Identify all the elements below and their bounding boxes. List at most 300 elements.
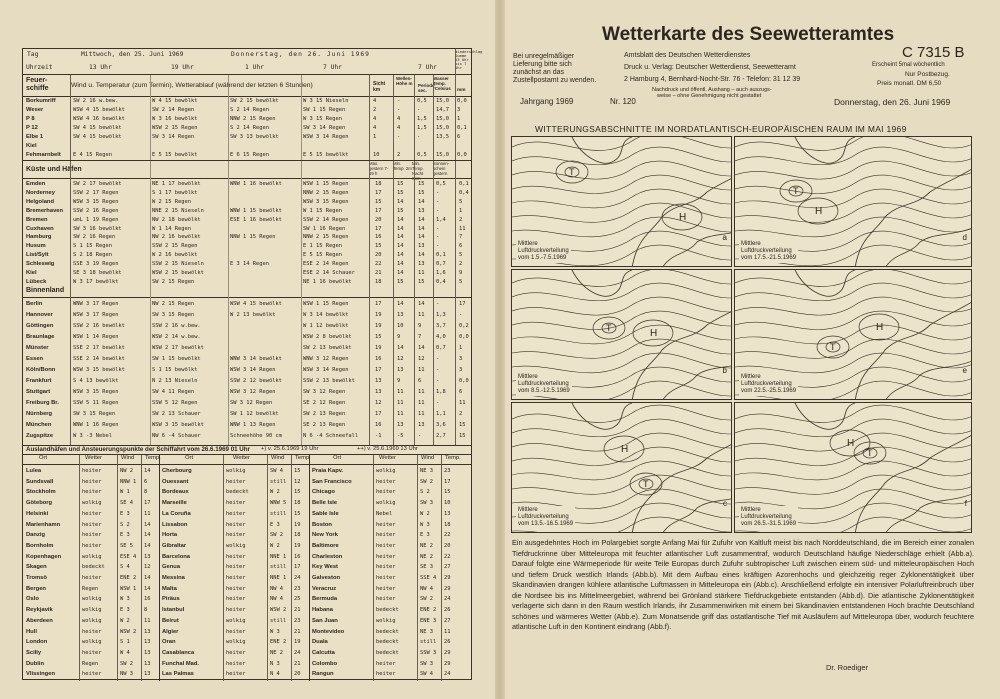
ausland-cell: heiter bbox=[226, 628, 246, 635]
svg-text:H: H bbox=[847, 438, 855, 449]
ausland-cell: wolkig bbox=[82, 639, 102, 646]
ausland-cell: W 2 bbox=[120, 617, 130, 624]
ausland-cell: Montevideo bbox=[312, 628, 345, 635]
price-line1: Nur Postbezug. bbox=[905, 71, 950, 78]
feuer-cell: Fehmarnbelt bbox=[26, 152, 61, 158]
feuer-row bbox=[23, 124, 471, 133]
binnen-cell: 17 bbox=[375, 411, 382, 417]
binnen-row bbox=[23, 398, 471, 409]
notice-4: Zustellpostamt zu wenden. bbox=[513, 77, 597, 84]
ausland-col-header bbox=[23, 455, 471, 465]
svg-text:H: H bbox=[815, 206, 823, 217]
ausland-cell: Piräus bbox=[162, 596, 180, 603]
binnen-cell: 14 bbox=[418, 345, 425, 351]
kueste-row bbox=[23, 189, 471, 198]
ausland-ort-3: Ort bbox=[333, 455, 342, 461]
binnen-cell: 13 bbox=[397, 422, 404, 428]
ausland-row bbox=[23, 616, 471, 627]
ausland-cell: 12 bbox=[144, 564, 151, 571]
map-label bbox=[739, 506, 798, 529]
feuer-row bbox=[23, 97, 471, 106]
ausland-cell: 22 bbox=[444, 532, 451, 539]
kueste-cell: ESE 2 14 Schauer bbox=[303, 270, 355, 276]
ausland-cell: heiter bbox=[226, 532, 246, 539]
ausland-cell: NW 2 bbox=[120, 468, 133, 474]
kueste-cell: 14 bbox=[397, 234, 404, 241]
time-2: 19 Uhr bbox=[171, 64, 194, 71]
ausland-cell: 29 bbox=[444, 649, 451, 656]
ausland-cell: 14 bbox=[144, 468, 151, 474]
binnen-cell: WNW 1 13 Regen bbox=[230, 422, 276, 428]
binnen-cell: WSW 3 15 bewölkt bbox=[152, 422, 204, 428]
pressure-map bbox=[734, 402, 972, 533]
col-periode: Periode sec. bbox=[418, 83, 435, 93]
ausland-title: Auslandhäfen und Ansteuerungspunkte der Schiffahrt vom 26.6.1969 01 Uhr bbox=[26, 446, 250, 453]
kueste-cell: 0,1 bbox=[459, 181, 469, 187]
kueste-cell: SSW 2 15 Nieseln bbox=[152, 261, 204, 268]
binnen-cell: W 1 12 bewölkt bbox=[303, 323, 349, 329]
kueste-cell: Schleswig bbox=[26, 261, 55, 268]
col-sicht: Sicht km bbox=[373, 81, 386, 93]
ausland-cell: 11 bbox=[144, 510, 151, 517]
ausland-cell: La Coruña bbox=[162, 510, 191, 517]
ausland-cell: SW 3 bbox=[420, 660, 433, 667]
binnen-cell: 7 bbox=[418, 334, 422, 340]
ausland-cell: wolkig bbox=[226, 617, 246, 624]
newspaper-title: Wetterkarte des Seewetteramtes bbox=[602, 24, 895, 45]
kueste-cell: ESE 1 16 bewölkt bbox=[230, 216, 282, 223]
kueste-row bbox=[23, 251, 471, 260]
ausland-cell: bedeckt bbox=[82, 564, 105, 571]
issue-number: Nr. 120 bbox=[610, 97, 636, 106]
ausland-cell: SE 4 bbox=[120, 500, 133, 507]
ausland-cell: heiter bbox=[226, 596, 246, 603]
feuer-cell: - bbox=[397, 98, 401, 104]
binnen-cell: Braunlage bbox=[26, 334, 55, 340]
binnen-cell: Essen bbox=[26, 356, 44, 362]
ausland-ort-1: Ort bbox=[39, 455, 48, 461]
feuer-cell: SW 3 14 Regen bbox=[303, 125, 346, 131]
ausland-cell: NE 2 bbox=[270, 649, 283, 656]
ausland-cell: S 4 bbox=[120, 564, 130, 571]
ausland-cell: 13 bbox=[144, 628, 151, 635]
ausland-cell: 15 bbox=[444, 489, 451, 496]
svg-text:T: T bbox=[643, 479, 649, 489]
svg-text:T: T bbox=[793, 186, 799, 196]
ausland-cell: 18 bbox=[444, 521, 451, 528]
ausland-cell: heiter bbox=[376, 532, 396, 539]
ausland-wetter-3: Wetter bbox=[379, 455, 396, 461]
page-fold bbox=[495, 0, 505, 699]
kueste-cell: 14 bbox=[418, 216, 425, 223]
ausland-cell: 18 bbox=[294, 500, 301, 507]
kueste-cell: 14 bbox=[397, 252, 404, 259]
map-label-line: vom 22.5.-25.5.1969 bbox=[741, 388, 797, 394]
feuer-cell: E 5 15 bewölkt bbox=[152, 152, 198, 158]
map-label-line: Luftdruckverteilung bbox=[741, 514, 792, 520]
ausland-cell: NW 4 bbox=[270, 596, 283, 603]
binnen-cell: Berlin bbox=[26, 301, 43, 307]
ausland-cell: Las Palmas bbox=[162, 671, 194, 678]
map-letter: f bbox=[964, 499, 967, 508]
ausland-cell: heiter bbox=[226, 660, 246, 667]
time-4: 7 Uhr bbox=[323, 64, 342, 71]
binnen-cell: 0,2 bbox=[459, 323, 469, 329]
binnen-cell: - bbox=[436, 378, 440, 384]
kueste-cell: 13 bbox=[418, 261, 425, 268]
ausland-cell: wolkig bbox=[82, 617, 102, 624]
ausland-cell: WSW 1 bbox=[120, 585, 137, 592]
kueste-cell: Hamburg bbox=[26, 234, 52, 241]
ausland-cell: S 2 bbox=[120, 521, 130, 528]
ausland-cell: Göteborg bbox=[26, 500, 53, 507]
ausland-row bbox=[23, 477, 471, 488]
ausland-cell: Algier bbox=[162, 628, 179, 635]
ausland-cell: Belle Isle bbox=[312, 500, 338, 507]
kueste-cell: Lübeck bbox=[26, 278, 47, 285]
ausland-cell: Aberdeen bbox=[26, 617, 53, 624]
feuer-cell: 0,5 bbox=[417, 98, 427, 104]
kueste-cell: 5 bbox=[459, 278, 463, 285]
binnen-cell: WSW 2 17 bewölkt bbox=[152, 345, 204, 351]
binnen-cell: SSE 2 14 bewölkt bbox=[73, 356, 125, 362]
svg-text:H: H bbox=[650, 328, 658, 339]
kueste-cell: 0,7 bbox=[436, 261, 446, 268]
feuer-cell: 4 bbox=[373, 125, 377, 131]
ausland-row bbox=[23, 669, 471, 680]
ausland-cell: 18 bbox=[294, 532, 301, 539]
binnen-cell: SW 1 12 bewölkt bbox=[230, 411, 279, 417]
kueste-cell: 0,5 bbox=[436, 181, 446, 187]
map-label-line: Luftdruckverteilung bbox=[741, 248, 792, 254]
binnen-cell: SSW 2 13 bewölkt bbox=[303, 378, 355, 384]
ausland-cell: NW 4 bbox=[420, 585, 433, 592]
binnen-cell: WSW 1 14 Regen bbox=[73, 334, 119, 340]
ausland-cell: wolkig bbox=[82, 553, 102, 560]
ausland-row bbox=[23, 605, 471, 616]
col-min: Min. Temp. 2m bbox=[393, 161, 412, 171]
kueste-cell: NE 1 17 bewölkt bbox=[152, 181, 201, 187]
feuer-cell: SW 3 14 Regen bbox=[152, 134, 195, 140]
kueste-row bbox=[23, 260, 471, 269]
ausland-row bbox=[23, 520, 471, 531]
kueste-cell: E 5 15 Regen bbox=[303, 252, 342, 259]
kueste-cell: 15 bbox=[397, 189, 404, 196]
binnen-cell: 17 bbox=[459, 301, 466, 307]
ausland-cell: NW 4 bbox=[270, 585, 283, 592]
map-label-line: Mittlere bbox=[741, 374, 761, 380]
kueste-cell: NW 2 16 bewölkt bbox=[152, 234, 201, 241]
feuer-cell: WSW 4 16 bewölkt bbox=[73, 116, 125, 122]
ausland-cell: Bermuda bbox=[312, 596, 338, 603]
kueste-cell: 5 bbox=[459, 198, 463, 205]
feuer-cell: 15,0 bbox=[436, 98, 449, 104]
col-max: Max. gestern 7-19 h bbox=[369, 161, 389, 176]
pressure-map bbox=[511, 402, 732, 533]
binnen-row bbox=[23, 387, 471, 398]
map-letter: e bbox=[962, 366, 967, 375]
binnen-cell: -1 bbox=[375, 433, 382, 439]
feuer-cell: WSW 2 15 Regen bbox=[152, 125, 198, 131]
feuer-cell: 0,1 bbox=[457, 125, 467, 131]
binnen-cell: Nürnberg bbox=[26, 411, 53, 417]
ausland-cell: bedeckt bbox=[376, 628, 399, 635]
ausland-cell: 14 bbox=[144, 575, 151, 581]
kueste-cell: 15 bbox=[397, 207, 404, 214]
ausland-cell: Lulea bbox=[26, 468, 42, 474]
feuer-cell: SW 3 13 bewölkt bbox=[230, 134, 279, 140]
ausland-cell: SW 2 bbox=[420, 478, 433, 485]
ausland-cell: NNE 1 bbox=[270, 553, 287, 560]
binnen-row bbox=[23, 321, 471, 332]
kueste-cell: 15 bbox=[397, 278, 404, 285]
feuer-cell: SW 4 15 bewölkt bbox=[73, 125, 122, 131]
map-label-line: Luftdruckverteilung bbox=[518, 381, 569, 387]
notice-3: zunächst an das bbox=[513, 69, 564, 76]
ausland-cell: heiter bbox=[226, 575, 246, 581]
ausland-cell: heiter bbox=[376, 596, 396, 603]
feuer-cell: 0,5 bbox=[417, 152, 427, 158]
ausland-cell: Hull bbox=[26, 628, 37, 635]
feuer-cell: 4 bbox=[373, 98, 377, 104]
kueste-row bbox=[23, 278, 471, 287]
ausland-cell: Marienhamn bbox=[26, 521, 61, 528]
feuer-cell: W 3 15 Regen bbox=[303, 116, 342, 122]
ausland-cell: 15 bbox=[294, 510, 301, 517]
binnen-row bbox=[23, 299, 471, 310]
ausland-cell: Duala bbox=[312, 639, 328, 646]
kueste-cell: List/Sylt bbox=[26, 252, 49, 259]
ausland-row bbox=[23, 541, 471, 552]
kueste-cell: - bbox=[436, 198, 440, 205]
kueste-row bbox=[23, 198, 471, 207]
feuer-cell: 4 bbox=[397, 125, 401, 131]
binnen-cell: 11 bbox=[418, 411, 425, 417]
ausland-cell: heiter bbox=[376, 585, 396, 592]
ausland-cell: Chicago bbox=[312, 489, 335, 496]
binnen-cell: München bbox=[26, 422, 52, 428]
ausland-cell: Colombo bbox=[312, 660, 338, 667]
col-sonnen: Sonnen-schein gestern bbox=[433, 161, 450, 176]
ausland-row bbox=[23, 498, 471, 509]
pressure-map bbox=[734, 136, 972, 267]
ausland-cell: 23 bbox=[294, 585, 301, 592]
ausland-cell: 24 bbox=[444, 671, 451, 678]
binnen-cell: 13 bbox=[375, 389, 382, 395]
binnen-cell: 6 bbox=[418, 378, 422, 384]
binnen-cell: 0,0 bbox=[459, 334, 469, 340]
ausland-cell: heiter bbox=[226, 500, 246, 507]
day1: Mittwoch, den 25. Juni 1969 bbox=[81, 51, 184, 58]
binnen-cell: S 4 13 bewölkt bbox=[73, 378, 119, 384]
kueste-cell: Husum bbox=[26, 243, 46, 250]
feuer-cell: WSW 4 15 bewölkt bbox=[73, 107, 125, 113]
ausland-cell: 14 bbox=[144, 585, 151, 592]
ausland-cell: Reykjavik bbox=[26, 607, 53, 614]
ausland-cell: NNE 1 bbox=[270, 575, 287, 581]
feuer-cell: - bbox=[397, 107, 401, 113]
feuer-cell: Kiel bbox=[26, 143, 37, 149]
feuer-cell: 13,5 bbox=[436, 134, 449, 140]
ausland-row bbox=[23, 648, 471, 659]
binnen-cell: 11 bbox=[418, 312, 425, 318]
binnen-cell: WNW 3 17 Regen bbox=[73, 301, 119, 307]
feuer-cell: SW 2 16 w.bew. bbox=[73, 98, 119, 104]
binnen-cell: WSW 2 8 bewölkt bbox=[303, 334, 352, 340]
kueste-cell: 14 bbox=[418, 198, 425, 205]
tag-label: Tag bbox=[27, 51, 39, 58]
binnen-cell: 3 bbox=[459, 367, 463, 373]
ausland-cell: 13 bbox=[144, 639, 151, 646]
kueste-cell: 2 bbox=[459, 216, 463, 223]
kueste-cell: 13 bbox=[418, 207, 425, 214]
ausland-cell: wolkig bbox=[226, 639, 246, 646]
publisher-1: Amtsblatt des Deutschen Wetterdienstes bbox=[624, 52, 751, 59]
binnen-cell: SE 2 12 Regen bbox=[303, 400, 346, 406]
ausland-cell: Vlissingen bbox=[26, 671, 55, 678]
ausland-cell: Habana bbox=[312, 607, 333, 614]
binnen-cell: SW 4 11 Regen bbox=[152, 389, 195, 395]
binnen-cell: NW 6 -4 Schauer bbox=[152, 433, 201, 439]
notice-1: Bei unregelmäßiger bbox=[513, 53, 575, 60]
feuer-cell: 1 bbox=[373, 134, 377, 140]
ausland-cell: Nebel bbox=[376, 510, 393, 517]
observation-table bbox=[22, 48, 483, 680]
ausland-cell: still bbox=[420, 639, 437, 646]
ausland-cell: Regen bbox=[82, 660, 99, 667]
ausland-row bbox=[23, 627, 471, 638]
binnen-cell: 2 bbox=[459, 411, 463, 417]
feuer-cell: W 3 16 bewölkt bbox=[152, 116, 198, 122]
ausland-cell: Messina bbox=[162, 575, 185, 581]
ausland-cell: Bergen bbox=[26, 585, 46, 592]
binnen-cell: N 6 -4 Schneefall bbox=[303, 433, 359, 439]
binnen-cell: SSW 5 12 Regen bbox=[152, 400, 198, 406]
binnen-row bbox=[23, 431, 471, 442]
ausland-cell: 14 bbox=[144, 542, 151, 549]
ausland-cell: ENE 2 bbox=[120, 575, 137, 581]
ausland-cell: 26 bbox=[444, 639, 451, 646]
ausland-row bbox=[23, 584, 471, 595]
ausland-cell: Sable Isle bbox=[312, 510, 339, 517]
feuer-cell: 0,0 bbox=[457, 98, 467, 104]
ausland-cell: 8 bbox=[144, 489, 148, 496]
binnen-cell: WSW 2 14 w.bew. bbox=[152, 334, 201, 340]
ausland-header-row bbox=[23, 445, 471, 455]
ausland-cell: 17 bbox=[144, 500, 151, 507]
ausland-cell: heiter bbox=[376, 521, 396, 528]
ausland-row bbox=[23, 659, 471, 670]
map-label-line: vom 1.5.-7.5.1969 bbox=[518, 255, 567, 261]
kueste-cell: 15 bbox=[418, 181, 425, 187]
ausland-wind-3: Wind bbox=[421, 455, 435, 461]
binnen-cell: 0,0 bbox=[459, 378, 469, 384]
binnen-cell: 10 bbox=[397, 323, 404, 329]
feuer-row bbox=[23, 115, 471, 124]
ausland-cell: S 2 bbox=[420, 489, 430, 496]
ausland-cell: wolkig bbox=[82, 607, 102, 614]
binnen-cell: 19 bbox=[375, 345, 382, 351]
ausland-cell: heiter bbox=[226, 564, 246, 571]
binnen-cell: Münster bbox=[26, 345, 49, 351]
binnen-row bbox=[23, 420, 471, 431]
ausland-cell: heiter bbox=[82, 628, 102, 635]
feuer-cell: - bbox=[417, 107, 421, 113]
kueste-title: Küste und Häfen bbox=[26, 166, 82, 173]
kueste-cell: - bbox=[436, 189, 440, 196]
kueste-cell: NNW 2 15 Regen bbox=[303, 234, 349, 241]
kueste-cell: 15 bbox=[375, 198, 382, 205]
ausland-cell: E 3 bbox=[120, 510, 130, 517]
kueste-cell: 9 bbox=[459, 270, 463, 276]
feuer-cell: Weser bbox=[26, 107, 44, 113]
ausland-cell: SW 3 bbox=[420, 500, 433, 507]
binnen-cell: 13 bbox=[418, 422, 425, 428]
ausland-cell: 23 bbox=[294, 617, 301, 624]
ausland-cell: heiter bbox=[82, 489, 102, 496]
ausland-cell: Regen bbox=[82, 585, 99, 592]
feuer-header: Wind u. Temperatur (zum Termin), Wetterablauf (während der letzten 6 Stunden) bbox=[71, 82, 313, 89]
binnen-cell: WSW 4 15 bewölkt bbox=[230, 301, 282, 307]
feuer-cell: WSW 3 14 Regen bbox=[303, 134, 349, 140]
binnen-cell: Hannover bbox=[26, 312, 53, 318]
ausland-cell: Kopenhagen bbox=[26, 553, 62, 560]
binnen-cell: - bbox=[418, 433, 422, 439]
ausland-cell: 24 bbox=[444, 596, 451, 603]
kueste-cell: SSW 2 17 Regen bbox=[73, 189, 119, 196]
feuer-header-row bbox=[23, 75, 471, 97]
binnen-cell: 11 bbox=[418, 400, 425, 406]
map-letter: c bbox=[723, 499, 727, 508]
col-min2: Min. Temp. Nacht Scm bbox=[412, 161, 424, 181]
kueste-cell: WNW 1 15 bewölkt bbox=[230, 207, 282, 214]
binnen-cell: 2,7 bbox=[436, 433, 446, 439]
kueste-cell: 20 bbox=[375, 216, 382, 223]
feuer-cell: P 8 bbox=[26, 116, 35, 122]
ausland-cell: Bordeaux bbox=[162, 489, 189, 496]
kueste-cell: - bbox=[436, 243, 440, 250]
kueste-cell: 6 bbox=[459, 243, 463, 250]
ausland-cell: ENE 2 bbox=[420, 607, 437, 614]
feuer-cell: 1,5 bbox=[417, 125, 427, 131]
kueste-cell: S 1 17 bewölkt bbox=[152, 189, 198, 196]
kueste-row bbox=[23, 242, 471, 251]
publisher-2: Druck u. Verlag: Deutscher Wetterdienst, Seewetteramt bbox=[624, 64, 796, 71]
map-label-line: Mittlere bbox=[518, 507, 538, 513]
ausland-cell: 15 bbox=[294, 489, 301, 496]
ausland-cell: 15 bbox=[294, 468, 301, 474]
binnen-cell: SW 3 15 Regen bbox=[152, 312, 195, 318]
kueste-cell: umL 1 19 Regen bbox=[73, 216, 119, 223]
ausland-cell: Helsinki bbox=[26, 510, 49, 517]
binnen-cell: 19 bbox=[375, 323, 382, 329]
ausland-wetter-2: Wetter bbox=[233, 455, 250, 461]
binnen-cell: SW 3 15 Regen bbox=[73, 411, 116, 417]
kueste-cell: SW 1 16 Regen bbox=[303, 225, 346, 232]
binnen-cell: SSW 2 16 w.bew. bbox=[152, 323, 201, 329]
kueste-cell: NNE 2 15 Nieseln bbox=[152, 207, 204, 214]
ausland-cell: E 3 bbox=[270, 521, 280, 528]
ausland-cell: heiter bbox=[82, 575, 102, 581]
ausland-cell: Funchal Mad. bbox=[162, 660, 200, 667]
feuer-row bbox=[23, 142, 471, 151]
ausland-cell: W 2 bbox=[420, 510, 430, 517]
feuer-cell: Borkumriff bbox=[26, 98, 56, 104]
svg-text:T: T bbox=[569, 167, 575, 177]
binnen-row bbox=[23, 332, 471, 343]
kueste-row bbox=[23, 180, 471, 189]
feuer-cell: E 4 15 Regen bbox=[73, 152, 112, 158]
